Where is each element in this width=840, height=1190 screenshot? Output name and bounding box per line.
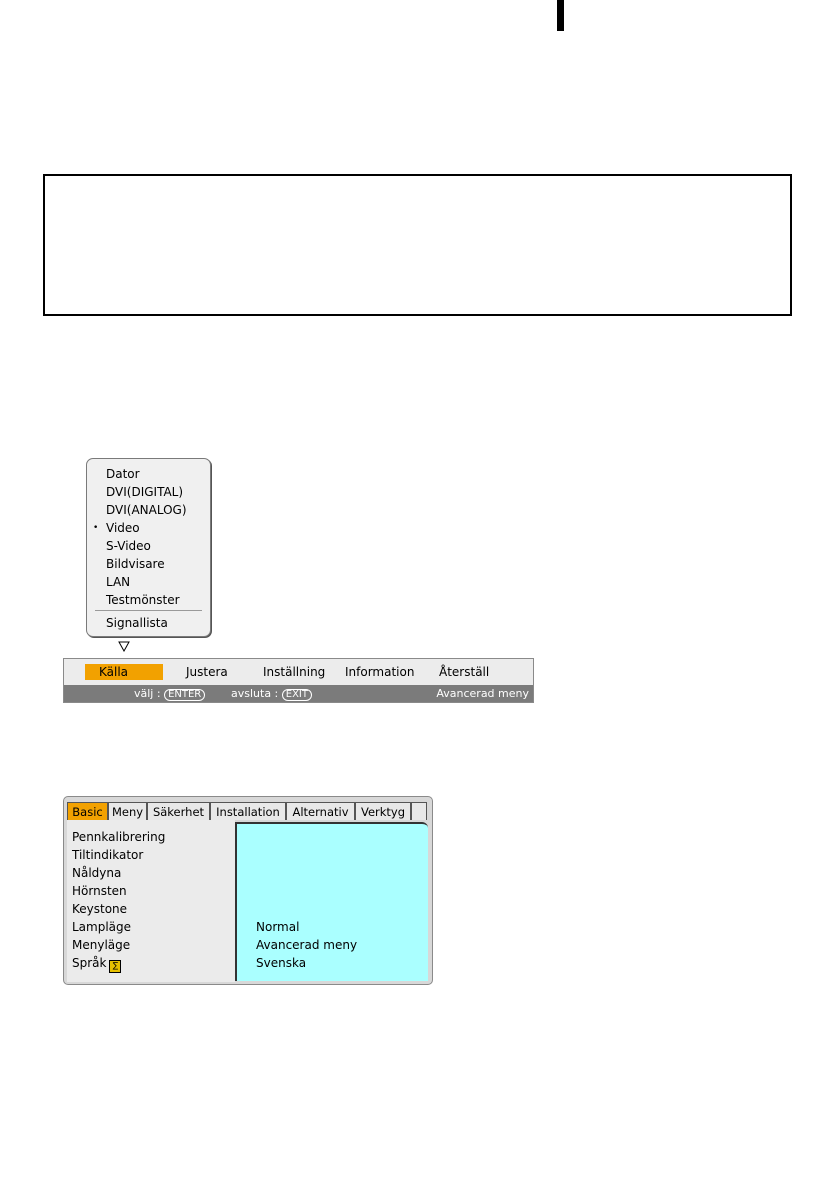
menu-item-installning[interactable]: Inställning [263, 665, 326, 679]
tab-basic[interactable]: Basic [67, 802, 108, 820]
row-pennkalibrering[interactable]: Pennkalibrering [72, 830, 166, 844]
note-box [43, 174, 792, 316]
menu-mode-label: Avancerad meny [436, 687, 529, 700]
value-lamplage: Normal [256, 920, 300, 934]
row-naldyna[interactable]: Nåldyna [72, 866, 122, 880]
value-sprak: Svenska [256, 956, 307, 970]
enter-key-icon: ENTER [164, 689, 205, 701]
tab-empty [411, 802, 427, 820]
language-icon: ∑ [109, 960, 121, 973]
source-item-bildvisare[interactable]: Bildvisare [106, 557, 165, 571]
row-keystone[interactable]: Keystone [72, 902, 128, 916]
row-tiltindikator[interactable]: Tiltindikator [72, 848, 144, 862]
selected-bullet-icon: • [93, 523, 99, 533]
down-arrow-icon [118, 641, 130, 652]
select-label: välj : [134, 687, 161, 700]
tab-meny[interactable]: Meny [108, 802, 147, 820]
row-sprak[interactable] [72, 956, 121, 973]
menu-item-justera[interactable]: Justera [186, 665, 228, 679]
exit-key-icon: EXIT [282, 689, 312, 701]
source-item-s-video[interactable]: S-Video [106, 539, 151, 553]
exit-hint [231, 685, 312, 702]
exit-label: avsluta : [231, 687, 279, 700]
tab-sakerhet[interactable]: Säkerhet [147, 802, 210, 820]
menu-item-kalla[interactable]: Källa [99, 665, 129, 679]
dropdown-divider [95, 610, 202, 611]
settings-value-panel [235, 822, 428, 981]
select-hint [134, 685, 205, 702]
menu-item-information[interactable]: Information [345, 665, 415, 679]
row-lamplage[interactable]: Lampläge [72, 920, 132, 934]
main-menu-bar [63, 658, 534, 703]
source-item-lan[interactable]: LAN [106, 575, 131, 589]
menu-row [64, 659, 533, 685]
page-top-bar [557, 0, 564, 31]
menu-item-aterstall[interactable]: Återställ [439, 665, 490, 679]
row-sprak-label: Språk [72, 956, 107, 970]
row-menylage[interactable]: Menyläge [72, 938, 131, 952]
source-dropdown[interactable] [86, 458, 211, 637]
source-item-dator[interactable]: Dator [106, 467, 140, 481]
tab-alternativ[interactable]: Alternativ [286, 802, 355, 820]
source-item-dvi-digital[interactable]: DVI(DIGITAL) [106, 485, 184, 499]
tab-verktyg[interactable]: Verktyg [355, 802, 411, 820]
row-hornsten[interactable]: Hörnsten [72, 884, 127, 898]
status-bar [64, 685, 533, 702]
value-menylage: Avancerad meny [256, 938, 358, 952]
basic-settings-menu [63, 796, 433, 985]
tab-installation[interactable]: Installation [210, 802, 286, 820]
source-item-testmonster[interactable]: Testmönster [106, 593, 180, 607]
source-item-signallista[interactable]: Signallista [106, 616, 168, 630]
source-item-dvi-analog[interactable]: DVI(ANALOG) [106, 503, 187, 517]
settings-label-panel [67, 820, 235, 982]
source-item-video[interactable]: Video [106, 521, 140, 535]
